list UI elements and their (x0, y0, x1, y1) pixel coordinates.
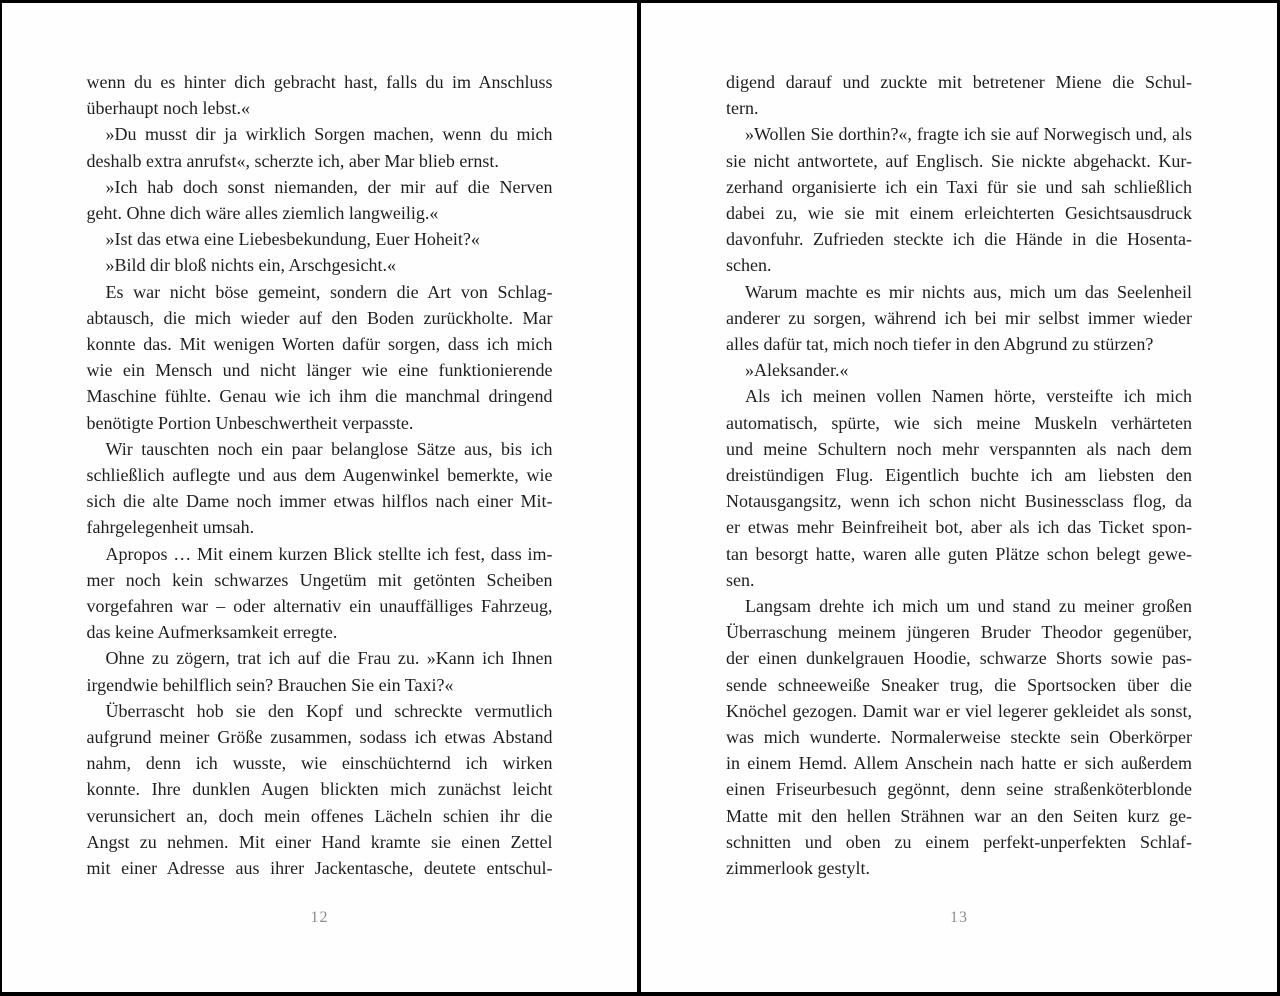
text-line: mer noch kein schwarzes Ungetüm mit getönten Scheiben (86, 569, 553, 590)
text-line: Überraschung meinem jüngeren Bruder Theodor gegenüber, (726, 622, 1192, 643)
text-line: konnte. Ihre dunklen Augen blickten mich zunächst leicht (86, 779, 553, 800)
page-number-right: 13 (950, 909, 968, 926)
text-line: Langsam drehte ich mich um und stand zu meiner großen (745, 596, 1192, 617)
text-line: alles dafür tat, mich noch tiefer in den Abgrund zu stürzen? (726, 334, 1154, 355)
paragraph (726, 593, 1192, 881)
text-line: Ohne zu zögern, trat ich auf die Frau zu. »Kann ich Ihnen (105, 648, 553, 669)
paragraph (87, 174, 553, 226)
paragraph (87, 436, 553, 541)
paragraph (726, 121, 1192, 278)
text-line: nahm, denn ich wusste, wie einschüchternd ich wirken (86, 753, 553, 774)
text-line: vorgefahren war – oder alternativ ein unauffälliges Fahrzeug, (86, 596, 553, 617)
text-line: »Bild dir bloß nichts ein, Arschgesicht.« (105, 255, 396, 276)
text-line: benötigte Portion Unbeschwertheit verpasste. (86, 412, 414, 433)
text-line: irgendwie behilflich sein? Brauchen Sie ein Taxi?« (86, 674, 454, 695)
text-line: schließlich auflegte und aus dem Augenwinkel bemerkte, wie (86, 465, 553, 486)
text-line: Apropos … Mit einem kurzen Blick stellte ich fest, dass im- (105, 543, 553, 564)
paragraph (87, 252, 553, 278)
text-line: dabei zu, wie sie mit einem erleichterten Gesichtsausdruck (726, 203, 1192, 224)
text-line: dreistündigen Flug. Eigentlich buchte ich am liebsten den (726, 465, 1192, 486)
paragraph (726, 357, 1192, 383)
text-line: wenn du es hinter dich gebracht hast, falls du im Anschluss (86, 72, 553, 92)
text-line: geht. Ohne dich wäre alles ziemlich langweilig.« (86, 203, 439, 224)
text-line: sende schneeweiße Sneaker trug, die Sportsocken über die (726, 674, 1192, 695)
text-line: »Ich hab doch sonst niemanden, der mir auf die Nerven (105, 176, 553, 197)
text-line: Es war nicht böse gemeint, sondern die Art von Schlag- (105, 281, 553, 302)
text-line: in einem Hemd. Allem Anschein nach hatte er sich außerdem (726, 753, 1192, 774)
text-line: was mich wunderte. Normalerweise steckte sein Oberkörper (726, 727, 1192, 748)
page-left (2, 3, 637, 992)
text-line: Warum machte es mir nichts aus, mich um das Seelenheil (745, 281, 1192, 302)
text-line: er etwas mehr Beinfreiheit bot, aber als ich das Ticket spon- (726, 517, 1192, 538)
text-line: mit einer Adresse aus ihrer Jackentasche, deutete entschul- (86, 858, 553, 879)
paragraph (726, 279, 1192, 358)
paragraph (87, 226, 553, 252)
text-line: sen. (726, 569, 755, 590)
text-line: »Aleksander.« (745, 360, 849, 381)
text-line: Wir tauschten noch ein paar belanglose Sätze aus, bis ich (105, 438, 553, 459)
text-line: »Ist das etwa eine Liebesbekundung, Euer Hoheit?« (105, 229, 480, 250)
text-line: sie nicht antwortete, auf Englisch. Sie nickte abgehackt. Kur- (726, 150, 1192, 171)
text-line: und meine Schultern noch mehr verspannten als nach dem (726, 438, 1192, 459)
text-line: Maschine fühlte. Genau wie ich ihm die manchmal dringend (86, 386, 553, 407)
text-line: anderer zu sorgen, während ich bei mir selbst immer wieder (726, 307, 1192, 328)
text-line: abtausch, die mich wieder auf den Boden zurückholte. Mar (86, 307, 553, 328)
text-line: »Wollen Sie dorthin?«, fragte ich sie auf Norwegisch und, als (745, 124, 1192, 145)
left-page-text-block (87, 69, 553, 881)
text-line: Als ich meinen vollen Namen hörte, versteifte ich mich (745, 386, 1192, 407)
text-line: konnte das. Mit wenigen Worten dafür sorgen, dass ich mich (86, 334, 553, 355)
text-line: verunsichert an, doch mein offenes Lächeln schien ihr die (86, 805, 553, 826)
paragraph (87, 698, 553, 881)
text-line: sich die alte Dame noch immer etwas hilflos nach einer Mit- (86, 491, 553, 512)
paragraph (87, 69, 553, 121)
text-line: der einen dunkelgrauen Hoodie, schwarze Shorts sowie pas- (726, 648, 1192, 669)
text-line: tern. (726, 98, 759, 119)
text-line: automatisch, spürte, wie sich meine Muskeln verhärteten (726, 412, 1192, 433)
text-line: wie ein Mensch und nicht länger wie eine funktionierende (86, 360, 553, 381)
page-right (641, 3, 1277, 992)
text-line: Überrascht hob sie den Kopf und schreckte vermutlich (105, 700, 553, 721)
right-page-text-block (726, 69, 1192, 881)
text-line: »Du musst dir ja wirklich Sorgen machen, wenn du mich (105, 124, 553, 145)
text-line: Notausgangsitz, wenn ich schon nicht Businessclass flog, da (726, 491, 1192, 512)
paragraph (87, 279, 553, 436)
text-line: Angst zu nehmen. Mit einer Hand kramte sie einen Zettel (86, 831, 553, 852)
page-number-left: 12 (310, 909, 329, 926)
text-line: schnitten und oben zu einem perfekt-unperfekten Schlaf- (726, 831, 1192, 852)
text-line: tan besorgt hatte, waren alle guten Plätze schon belegt gewe- (726, 543, 1192, 564)
text-line: deshalb extra anrufst«, scherzte ich, aber Mar blieb ernst. (86, 150, 499, 171)
text-line: digend darauf und zuckte mit betretener Miene die Schul- (726, 72, 1192, 92)
paragraph (87, 541, 553, 646)
paragraph (87, 645, 553, 697)
text-line: aufgrund meiner Größe zusammen, sodass ich etwas Abstand (86, 727, 553, 748)
paragraph (726, 383, 1192, 593)
text-line: zerhand organisierte ich ein Taxi für sie und sah schließlich (726, 176, 1192, 197)
paragraph (87, 121, 553, 173)
text-line: zimmerlook gestylt. (726, 858, 870, 879)
text-line: davonfuhr. Zufrieden steckte ich die Hände in die Hosenta- (726, 229, 1192, 250)
text-line: fahrgelegenheit umsah. (86, 517, 255, 538)
text-line: Knöchel gezogen. Damit war er viel legerer gekleidet als sonst, (726, 700, 1192, 721)
paragraph (726, 69, 1192, 121)
text-line: das keine Aufmerksamkeit erregte. (86, 622, 338, 643)
text-line: überhaupt noch lebst.« (86, 98, 250, 119)
text-line: Matte mit den hellen Strähnen war an den Seiten kurz ge- (726, 805, 1192, 826)
text-line: einen Friseurbesuch gegönnt, denn seine straßenköterblonde (726, 779, 1192, 800)
text-line: schen. (726, 255, 772, 276)
